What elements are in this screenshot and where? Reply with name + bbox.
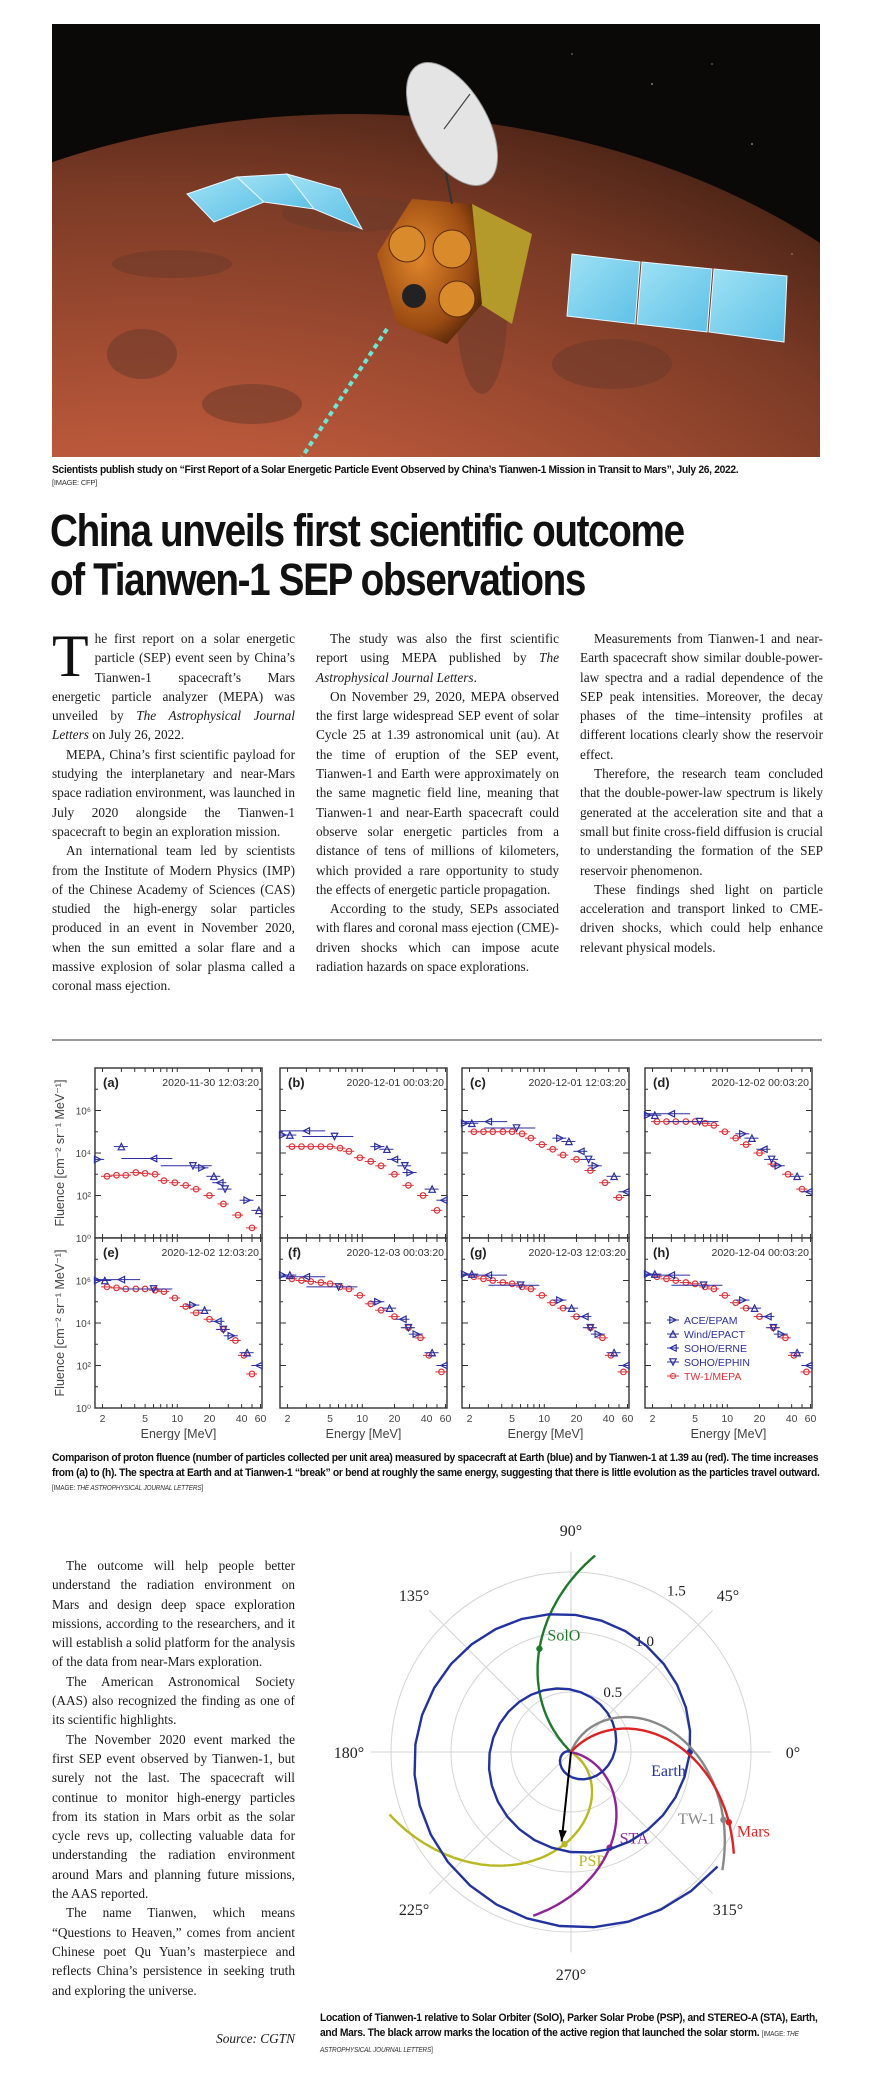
x-tick-label: 40	[785, 1413, 798, 1425]
x-tick-label: 60	[439, 1413, 452, 1425]
x-tick-label: 5	[327, 1413, 334, 1425]
panel-label: (g)	[470, 1245, 487, 1260]
spectrum-panel	[644, 1068, 812, 1238]
panel-label: (e)	[103, 1245, 119, 1260]
paragraph: The November 2020 event marked the first SEP event observed by Tianwen-1, but surely not the last. The spacecraft will continue to monitor high-energy particles from its station in Mars orbit as the solar cycle revs up, collecting valuable data for understanding the radiation environment around Mars and planning future missions, the AAS reported.	[52, 1731, 295, 1902]
journal-title: The Astrophysical Journal Letters	[52, 708, 295, 743]
figure-1-caption: Comparison of proton fluence (number of particles collected per unit area) measured by spacecraft at Earth (blue) and by Tianwen-1 at 1.39 au (red). The time increases from (a) to (h). The spectra at Earth and at Tianwen-1 “break” or bend at roughly the same energy, suggesting that there is little evolution as the particles travel outward. [IMAGE: THE ASTROPHYSICAL JOURNAL LETTERS]	[52, 1452, 820, 1492]
field-line-tw-1	[571, 1717, 727, 1870]
radial-tick-label: 1.0	[635, 1634, 654, 1651]
hero-photo	[52, 24, 820, 457]
body-label: PSP	[578, 1853, 606, 1871]
body-label: STA	[619, 1830, 649, 1848]
photo-credit: [IMAGE: CFP]	[52, 478, 98, 487]
paragraph: The outcome will help people better understand the radiation environment on Mars and design deep space exploration missions, according to the researchers, and it will establish a solid platform for the analysis of the data from near-Mars exploration.	[52, 1558, 295, 1670]
article-column-2	[316, 629, 559, 976]
y-tick-label: 10⁰	[75, 1234, 91, 1245]
angle-tick-label: 270°	[555, 1967, 587, 1984]
angle-tick-label: 45°	[716, 1588, 740, 1606]
y-tick-label: 10⁴	[75, 1319, 91, 1330]
article-column-4	[52, 1556, 295, 2000]
paragraph: These findings shed light on particle acceleration and transport linked to CME-driven shocks, which could help enhance relevant physical models.	[580, 881, 823, 955]
panel-label: (c)	[470, 1075, 486, 1090]
x-tick-label: 20	[388, 1413, 401, 1425]
paragraph: The name Tianwen, which means “Questions to Heaven,” comes from ancient Chinese poet Qu Yuan’s masterpiece and reflects China’s persistence in seeking truth and exploring the universe.	[52, 1905, 295, 1998]
x-tick-label: 40	[602, 1413, 615, 1425]
panel-timestamp: 2020-12-02 12:03:20	[161, 1247, 259, 1259]
headline-line-2: of Tianwen-1 SEP observations	[50, 554, 586, 605]
spiral-line	[571, 1729, 734, 1854]
spiral-line	[538, 1556, 596, 1753]
angle-tick-label: 315°	[712, 1901, 744, 1919]
x-axis-label: Energy [MeV]	[140, 1427, 217, 1440]
fluence-spectra-chart	[40, 1050, 830, 1440]
angle-tick-label: 180°	[333, 1745, 365, 1762]
panel-timestamp: 2020-12-04 00:03:20	[711, 1247, 809, 1259]
y-tick-label: 10²	[76, 1191, 91, 1203]
x-axis-label: Energy [MeV]	[690, 1427, 767, 1440]
field-line-mars	[571, 1729, 770, 1854]
panel-timestamp: 2020-12-01 12:03:20	[528, 1077, 626, 1089]
x-tick-label: 10	[721, 1413, 734, 1425]
body-marker	[720, 1817, 726, 1823]
angle-spoke	[429, 1752, 571, 1894]
spectrum-panel	[76, 1238, 267, 1440]
radial-tick-label: 1.5	[667, 1583, 686, 1600]
paragraph: An international team led by scientists from the Institute of Modern Physics (IMP) of the Chinese Academy of Sciences (CAS) studied the high-energy solar particles produced in an event in November 2020, when the sun emitted a solar flare and a massive explosion of solar plasma called a coronal mass ejection.	[52, 843, 295, 994]
panel-frame	[645, 1068, 812, 1238]
section-divider	[52, 1039, 822, 1041]
body-label: TW-1	[678, 1810, 716, 1828]
x-tick-label: 40	[420, 1413, 433, 1425]
panel-frame	[280, 1068, 447, 1238]
body-label: Earth	[651, 1763, 686, 1780]
x-tick-label: 40	[235, 1413, 248, 1425]
article-column-3	[580, 629, 823, 957]
x-tick-label: 5	[142, 1413, 149, 1425]
legend-entry: Wind/EPACT	[684, 1329, 746, 1341]
panel-label: (d)	[653, 1075, 670, 1090]
panel-frame	[462, 1238, 629, 1408]
paragraph: The first report on a solar energetic particle (SEP) event seen by China’s Tianwen-1 spacecraft’s Mars energetic particle analyzer (MEPA) was unveiled by The Astrophysical Journal Letters on July 26, 2022.	[52, 623, 295, 743]
paragraph: MEPA, China’s first scientific payload for studying the interplanetary and near-Mars space radiation environment, was launched in July 2020 alongside the Tianwen-1 spacecraft to begin an exploration mission.	[52, 746, 295, 839]
legend-entry: ACE/EPAM	[684, 1315, 738, 1327]
paragraph: On November 29, 2020, MEPA observed the first large widespread SEP event of solar Cycle 25 at 1.39 astronomical unit (au). At the time of eruption of the SEP event, Tianwen-1 and Earth were approximately on the same magnetic field line, meaning that Tianwen-1 and near-Earth spacecraft could observe solar energetic particles from a distance of tens of millions of kilometers, which provided a rare opportunity to study the effects of energetic particle propagation.	[316, 688, 559, 897]
figure-2-credit: [IMAGE: THE ASTROPHYSICAL JOURNAL LETTERS]	[320, 2030, 799, 2054]
body-marker	[561, 1841, 567, 1847]
body-label: SolO	[547, 1627, 581, 1645]
y-tick-label: 10⁴	[75, 1149, 91, 1160]
figure-1-credit: [IMAGE: THE ASTROPHYSICAL JOURNAL LETTERS]	[52, 1485, 204, 1492]
y-tick-label: 10²	[76, 1361, 91, 1373]
panel-timestamp: 2020-12-03 12:03:20	[528, 1247, 626, 1259]
x-tick-label: 2	[466, 1413, 473, 1425]
panel-timestamp: 2020-12-03 00:03:20	[346, 1247, 444, 1259]
angle-tick-label: 225°	[398, 1901, 430, 1919]
body-label: Mars	[736, 1823, 770, 1841]
tianwen-spacecraft-illustration	[52, 24, 820, 457]
field-line-earth	[415, 1614, 718, 1927]
x-tick-label: 5	[509, 1413, 516, 1425]
legend-entry: SOHO/ERNE	[684, 1343, 748, 1355]
drop-cap: T	[52, 623, 89, 689]
panel-timestamp: 2020-11-30 12:03:20	[162, 1077, 259, 1089]
x-tick-label: 20	[753, 1413, 766, 1425]
angle-tick-label: 135°	[398, 1588, 430, 1606]
legend-entry: TW-1/MEPA	[684, 1371, 742, 1383]
paragraph: Therefore, the research team concluded that the double-power-law spectrum is likely generated at the acceleration site and that a small but finite cross-field diffusion is crucial to understanding the formation of the SEP reservoir phenomenon.	[580, 766, 823, 878]
legend-entry: SOHO/EPHIN	[684, 1357, 750, 1369]
x-tick-label: 10	[538, 1413, 551, 1425]
x-axis-label: Energy [MeV]	[507, 1427, 584, 1440]
angle-tick-label: 90°	[559, 1523, 583, 1540]
panel-frame	[280, 1238, 447, 1408]
x-tick-label: 10	[171, 1413, 184, 1425]
y-axis-label: Fluence [cm⁻² sr⁻¹ MeV⁻¹]	[53, 1249, 67, 1397]
panel-frame	[95, 1238, 262, 1408]
x-tick-label: 5	[692, 1413, 699, 1425]
x-tick-label: 10	[356, 1413, 369, 1425]
panel-label: (f)	[288, 1245, 301, 1260]
x-tick-label: 60	[254, 1413, 267, 1425]
panel-timestamp: 2020-12-01 00:03:20	[346, 1077, 444, 1089]
y-tick-label: 10⁶	[75, 1106, 91, 1118]
y-tick-label: 10⁰	[75, 1404, 91, 1415]
spectrum-panel	[279, 1068, 447, 1238]
spectrum-panel	[461, 1238, 633, 1440]
panel-label: (a)	[103, 1075, 119, 1090]
field-line-solo	[536, 1556, 595, 1753]
spectrum-panel	[279, 1238, 451, 1440]
polar-position-chart	[320, 1510, 830, 2000]
photo-caption: Scientists publish study on “First Report of a Solar Energetic Particle Event Observed by China’s Tianwen-1 Mission in Transit to Mars”, July 26, 2022.	[52, 464, 739, 476]
x-axis-label: Energy [MeV]	[325, 1427, 402, 1440]
angle-tick-label: 0°	[785, 1745, 801, 1762]
y-axis-label: Fluence [cm⁻² sr⁻¹ MeV⁻¹]	[53, 1079, 67, 1227]
paragraph: Measurements from Tianwen-1 and near-Earth spacecraft show similar double-power-law spectra and a radial dependence of the SEP peak intensities. Moreover, the decay phases of the time–intensity profiles at different locations clearly show the reservoir effect.	[580, 631, 823, 762]
x-tick-label: 2	[99, 1413, 106, 1425]
x-tick-label: 20	[570, 1413, 583, 1425]
spacecraft-position-figure	[320, 1510, 830, 2000]
journal-title: The Astrophysical Journal Letters	[316, 650, 559, 685]
panel-label: (h)	[653, 1245, 670, 1260]
source-credit: Source: CGTN	[216, 2031, 295, 2046]
panel-frame	[462, 1068, 629, 1238]
spectrum-panel	[76, 1068, 263, 1245]
figure-2-caption: Location of Tianwen-1 relative to Solar Orbiter (SolO), Parker Solar Probe (PSP), and STEREO-A (STA), Earth, and Mars. The black arrow marks the location of the active region that launched the solar storm. [IMAGE: THE ASTROPHYSICAL JOURNAL LETTERS]	[320, 2012, 818, 2054]
x-tick-label: 2	[284, 1413, 291, 1425]
article-column-1	[52, 623, 295, 996]
panel-timestamp: 2020-12-02 00:03:20	[711, 1077, 809, 1089]
spectrum-panel	[461, 1068, 629, 1238]
x-tick-label: 20	[203, 1413, 216, 1425]
panel-label: (b)	[288, 1075, 305, 1090]
headline-line-1: China unveils first scientific outcome	[50, 505, 684, 556]
paragraph: The American Astronomical Society (AAS) also recognized the finding as one of its scientific highlights.	[52, 1673, 295, 1728]
paragraph: The study was also the first scientific report using MEPA published by The Astrophysical Journal Letters.	[316, 631, 559, 685]
headline	[50, 506, 729, 604]
fluence-spectra-figure	[40, 1050, 830, 1440]
radial-tick-label: 0.5	[603, 1685, 623, 1702]
body-marker	[726, 1819, 732, 1825]
x-tick-label: 2	[649, 1413, 656, 1425]
body-marker	[536, 1646, 542, 1652]
paragraph: According to the study, SEPs associated with flares and coronal mass ejection (CME)-driven shocks which can impose acute radiation hazards on space explorations.	[316, 901, 559, 975]
y-tick-label: 10⁶	[75, 1276, 91, 1288]
x-tick-label: 60	[804, 1413, 817, 1425]
x-tick-label: 60	[621, 1413, 634, 1425]
active-region-arrow	[562, 1752, 571, 1842]
